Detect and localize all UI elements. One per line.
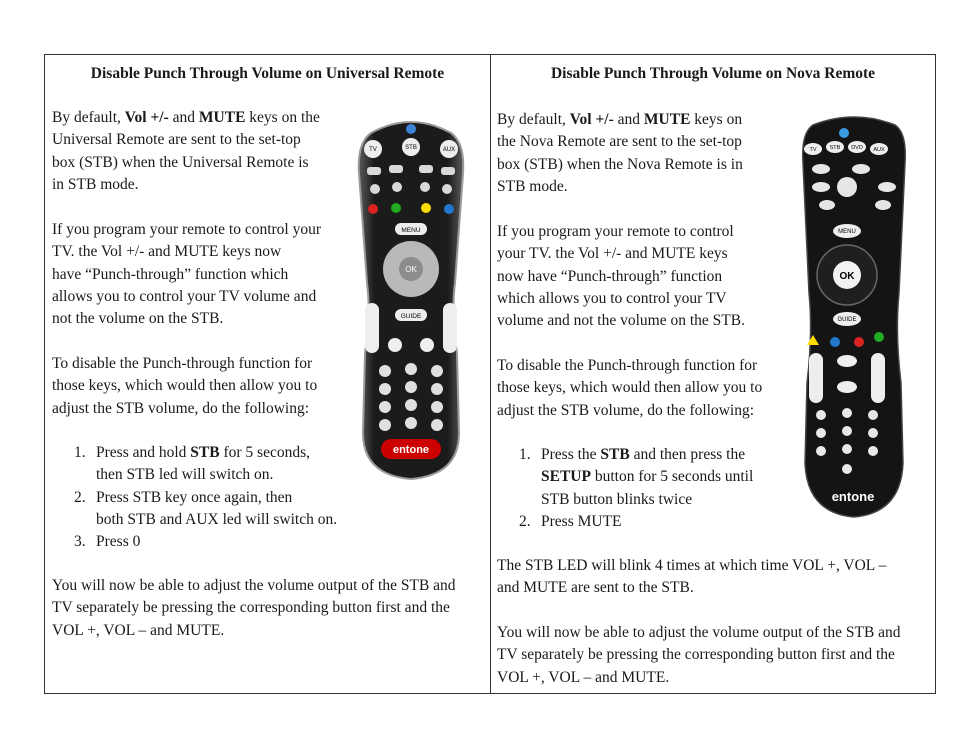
universal-step-3: [52, 531, 472, 553]
p1-prefix: By default,: [497, 111, 570, 128]
brand-label: entone: [392, 444, 430, 456]
p1-and: and: [613, 111, 644, 128]
stb-bold: STB: [190, 444, 220, 461]
volume-rocker: [809, 353, 823, 403]
nova-program-paragraph: If you program your remote to control your TV. the Vol +/- and MUTE keys now have “Punch-through” function which allows you to control your TV volume and not the volume on the STB.: [497, 223, 745, 330]
mute-key-bold: MUTE: [198, 109, 246, 126]
mute-key: [388, 338, 402, 352]
power-icon: [839, 128, 849, 138]
nova-led-paragraph: The STB LED will blink 4 times at which time VOL +, VOL – and MUTE are sent to the STB.: [497, 557, 887, 597]
universal-step-2: [52, 487, 472, 532]
aux-label: AUX: [873, 147, 885, 153]
step-number: 2.: [519, 512, 531, 530]
tv-label: TV: [369, 147, 377, 153]
mute-key-bold: MUTE: [643, 111, 691, 128]
universal-default-paragraph: [52, 107, 320, 196]
step-text: Press the: [541, 446, 601, 463]
step-text: and then press the: [629, 446, 746, 463]
step-text: for 5 seconds, then STB led will switch on.: [96, 444, 311, 484]
step-text: Press MUTE: [541, 512, 622, 530]
vol-key-bold: Vol +/-: [569, 111, 614, 128]
guide-label: GUIDE: [837, 317, 857, 323]
ok-label: OK: [839, 271, 855, 282]
universal-result-paragraph: You will now be able to adjust the volume output of the STB and TV separately be pressing the corresponding button first and the VOL +, VOL – and MUTE.: [52, 577, 456, 639]
universal-remote-image: [351, 113, 471, 483]
nova-remote-column: [491, 55, 935, 693]
setup-bold: SETUP: [541, 468, 591, 486]
stb-label: STB: [405, 145, 417, 151]
universal-title: Disable Punch Through Volume on Universal Remote: [90, 65, 445, 82]
menu-label: MENU: [401, 227, 421, 234]
tv-label: TV: [809, 147, 817, 153]
step-text: Press 0: [96, 533, 141, 551]
universal-program-paragraph: If you program your remote to control your TV. the Vol +/- and MUTE keys now have “Punch-through” function which allows you to control your TV volume and not the volume on the STB.: [52, 221, 322, 328]
guide-label: GUIDE: [400, 313, 422, 320]
aux-label: AUX: [442, 147, 456, 153]
last-key: [420, 338, 434, 352]
nova-disable-paragraph: To disable the Punch-through function for those keys, which would then allow you to adjust the STB volume, do the following:: [497, 357, 763, 419]
step-number: 2.: [74, 488, 86, 506]
stb-bold: STB: [600, 446, 630, 463]
last-key: [837, 355, 857, 367]
channel-rocker: [443, 303, 457, 353]
step-number: 1.: [519, 446, 531, 463]
vol-key-bold: Vol +/-: [124, 109, 169, 126]
p1-rest: keys on the Universal Remote are sent to the set-top box (STB) when the Universal Remote is in STB mode.: [52, 109, 320, 193]
nova-remote-image: [791, 113, 917, 521]
step-text: Press STB key once again, then both STB and AUX led will switch on.: [96, 488, 338, 528]
p1-rest: keys on the Nova Remote are sent to the set-top box (STB) when the Nova Remote is in STB mode.: [497, 111, 743, 195]
p1-prefix: By default,: [52, 109, 125, 126]
nova-default-paragraph: [497, 109, 743, 198]
step-number: 1.: [74, 444, 86, 461]
menu-label: MENU: [838, 229, 856, 235]
play-pause-key: [837, 177, 857, 197]
step-text: Press and hold: [96, 444, 191, 461]
power-icon: [406, 124, 416, 134]
universal-remote-column: [45, 55, 490, 693]
nova-result-paragraph: You will now be able to adjust the volume output of the STB and TV separately be pressing the corresponding button first and the VOL +, VOL – and MUTE.: [497, 624, 901, 686]
mute-key: [837, 381, 857, 393]
step-number: 3.: [74, 533, 86, 551]
stb-label: STB: [829, 145, 841, 151]
brand-label: entone: [831, 489, 875, 504]
dvd-label: DVD: [851, 145, 863, 151]
p1-and: and: [168, 109, 199, 126]
step-text: button for 5 seconds until STB button blinks twice: [541, 468, 754, 508]
universal-disable-paragraph: To disable the Punch-through function for those keys, which would then allow you to adjust the STB volume, do the following:: [52, 355, 318, 417]
volume-rocker: [365, 303, 379, 353]
channel-rocker: [871, 353, 885, 403]
nova-title: Disable Punch Through Volume on Nova Remote: [550, 65, 876, 82]
instruction-table: [44, 54, 936, 694]
ok-label: OK: [405, 265, 417, 274]
